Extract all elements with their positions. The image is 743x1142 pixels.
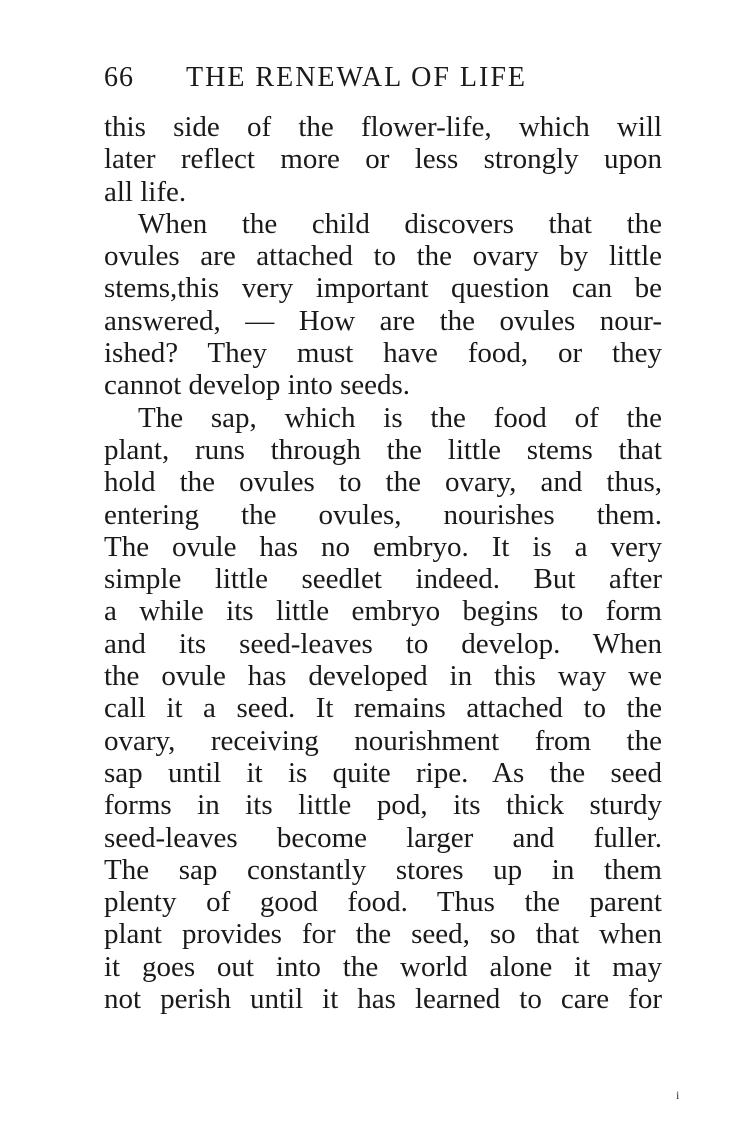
paragraph-1 — [104, 111, 662, 208]
text-line: and its seed-leaves to develop. When — [104, 627, 662, 660]
text-line: this side of the flower-life, which will — [104, 111, 662, 143]
text-line: seed-leaves become larger and fuller. — [104, 821, 662, 854]
text-line: simple little seedlet indeed. But after — [104, 563, 662, 596]
text-line: forms in its little pod, its thick sturdy — [104, 789, 662, 822]
paragraph-3 — [104, 402, 662, 1016]
text-line: entering the ovules, nourishes them. — [104, 498, 662, 531]
text-line: call it a seed. It remains attached to the — [104, 692, 662, 725]
text-line: not perish until it has learned to care for — [104, 983, 662, 1016]
text-line: ovules are attached to the ovary by little — [104, 240, 662, 273]
stray-print-mark: i — [676, 1088, 680, 1102]
text-line: a while its little embryo begins to form — [104, 595, 662, 628]
text-line: ovary, receiving nourishment from the — [104, 724, 662, 757]
book-page — [104, 58, 662, 1015]
text-line: The ovule has no embryo. It is a very — [104, 530, 662, 563]
text-line: plant provides for the seed, so that when — [104, 918, 662, 951]
page-header — [104, 58, 662, 98]
running-head: THE RENEWAL OF LIFE — [186, 62, 528, 93]
text-line: ished? They must have food, or they — [104, 337, 662, 370]
text-line: it goes out into the world alone it may — [104, 950, 662, 983]
text-line: all life. — [104, 175, 187, 208]
text-line: cannot develop into seeds. — [104, 369, 411, 402]
text-line: answered, — How are the ovules nour- — [104, 304, 662, 337]
paragraph-2 — [104, 208, 662, 402]
text-line: the ovule has developed in this way we — [104, 660, 662, 693]
text-line: The sap, which is the food of the — [138, 401, 662, 434]
text-line: plant, runs through the little stems that — [104, 433, 662, 466]
text-line: hold the ovules to the ovary, and thus, — [104, 466, 662, 499]
text-line: plenty of good food. Thus the parent — [104, 886, 662, 919]
text-line: sap until it is quite ripe. As the seed — [104, 756, 662, 789]
text-line: When the child discovers that the — [138, 207, 662, 240]
page-number: 66 — [104, 62, 134, 93]
text-line: later reflect more or less strongly upon — [104, 143, 662, 176]
text-line: stems,this very important question can be — [104, 272, 662, 305]
text-line: The sap constantly stores up in them — [104, 853, 662, 886]
